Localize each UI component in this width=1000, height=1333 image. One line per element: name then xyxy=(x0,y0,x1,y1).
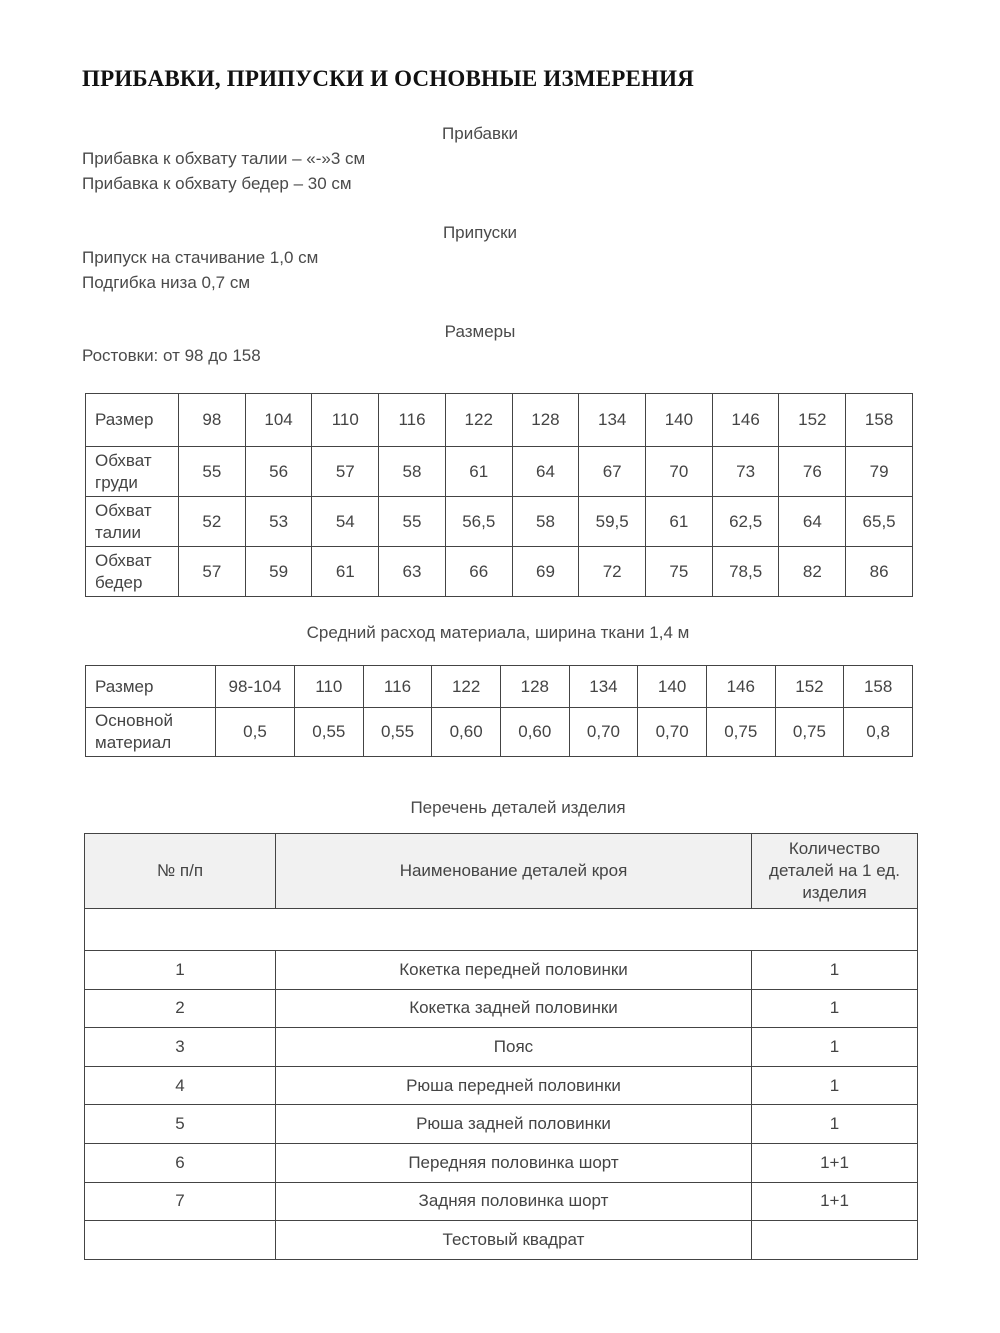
measurement-value: 86 xyxy=(846,547,913,597)
part-name: Рюша задней половинки xyxy=(276,1105,752,1144)
measurement-value: 56,5 xyxy=(445,497,512,547)
part-name: Рюша передней половинки xyxy=(276,1066,752,1105)
measurement-value: 52 xyxy=(179,497,246,547)
measurement-value: 69 xyxy=(512,547,579,597)
size-column-header: 122 xyxy=(432,666,501,708)
measurement-value: 72 xyxy=(579,547,646,597)
consumption-heading: Средний расход материала, ширина ткани 1,4 м xyxy=(306,623,690,642)
measurement-value: 55 xyxy=(179,447,246,497)
size-column-header: 116 xyxy=(379,394,446,447)
quantity-header-line-2: деталей на 1 ед. xyxy=(769,861,900,880)
material-consumption-table xyxy=(85,665,913,757)
size-measurements-table xyxy=(85,393,913,597)
measurement-label-line-2: бедер xyxy=(95,572,143,592)
consumption-value: 0,75 xyxy=(706,708,775,757)
table-row xyxy=(85,1028,918,1067)
measurement-value: 64 xyxy=(779,497,846,547)
measurement-value: 61 xyxy=(312,547,379,597)
page-title: ПРИБАВКИ, ПРИПУСКИ И ОСНОВНЫЕ ИЗМЕРЕНИЯ xyxy=(82,66,695,91)
size-column-header: 152 xyxy=(775,666,844,708)
size-column-header: 104 xyxy=(245,394,312,447)
measurement-value: 58 xyxy=(379,447,446,497)
part-name: Задняя половинка шорт xyxy=(276,1182,752,1221)
table-header-row xyxy=(85,834,918,909)
size-column-header: 158 xyxy=(844,666,913,708)
hem-allowance-line: Подгибка низа 0,7 см xyxy=(82,273,251,292)
size-column-header: 140 xyxy=(646,394,713,447)
consumption-value: 0,75 xyxy=(775,708,844,757)
measurement-value: 64 xyxy=(512,447,579,497)
measurement-value: 61 xyxy=(445,447,512,497)
part-quantity: 1 xyxy=(752,1066,918,1105)
size-column-header: 128 xyxy=(512,394,579,447)
parts-list-table xyxy=(84,833,918,1260)
quantity-header-line-3: изделия xyxy=(802,883,867,902)
measurement-label xyxy=(86,447,179,497)
size-column-header: 134 xyxy=(579,394,646,447)
consumption-value: 0,60 xyxy=(432,708,501,757)
heights-line: Ростовки: от 98 до 158 xyxy=(82,346,261,365)
measurement-value: 82 xyxy=(779,547,846,597)
measurement-label xyxy=(86,547,179,597)
measurement-label-line-2: груди xyxy=(95,472,138,492)
measurement-value: 79 xyxy=(846,447,913,497)
material-label-line-1: Основной xyxy=(95,711,173,730)
material-label xyxy=(86,708,216,757)
part-quantity: 1+1 xyxy=(752,1182,918,1221)
sizes-heading: Размеры xyxy=(444,322,516,341)
part-quantity xyxy=(752,1221,918,1260)
material-label-line-2: материал xyxy=(95,733,172,752)
part-quantity: 1+1 xyxy=(752,1143,918,1182)
size-header-label: Размер xyxy=(86,394,179,447)
size-column-header: 146 xyxy=(706,666,775,708)
size-column-header: 98-104 xyxy=(216,666,295,708)
part-name: Пояс xyxy=(276,1028,752,1067)
size-column-header: 116 xyxy=(363,666,432,708)
size-column-header: 158 xyxy=(846,394,913,447)
part-number: 6 xyxy=(85,1143,276,1182)
number-header: № п/п xyxy=(85,834,276,909)
seam-allowances-heading: Припуски xyxy=(442,223,518,242)
part-number: 3 xyxy=(85,1028,276,1067)
part-quantity: 1 xyxy=(752,1028,918,1067)
size-column-header: 128 xyxy=(500,666,569,708)
quantity-header xyxy=(752,834,918,909)
measurement-value: 73 xyxy=(712,447,779,497)
table-row xyxy=(86,547,913,597)
seam-allowance-line: Припуск на стачивание 1,0 см xyxy=(82,248,319,267)
part-name: Тестовый квадрат xyxy=(276,1221,752,1260)
part-name: Передняя половинка шорт xyxy=(276,1143,752,1182)
table-row xyxy=(86,447,913,497)
measurement-label-line-1: Обхват xyxy=(95,450,152,470)
table-header-row xyxy=(86,394,913,447)
measurement-value: 63 xyxy=(379,547,446,597)
table-row xyxy=(85,1105,918,1144)
size-column-header: 110 xyxy=(295,666,364,708)
empty-row xyxy=(85,909,918,951)
size-column-header: 98 xyxy=(179,394,246,447)
table-row xyxy=(86,497,913,547)
table-row xyxy=(85,1182,918,1221)
table-row xyxy=(85,989,918,1028)
measurement-value: 58 xyxy=(512,497,579,547)
part-number: 7 xyxy=(85,1182,276,1221)
allowance-hips-line: Прибавка к обхвату бедер – 30 см xyxy=(82,174,352,193)
measurement-value: 67 xyxy=(579,447,646,497)
measurement-value: 65,5 xyxy=(846,497,913,547)
consumption-value: 0,5 xyxy=(216,708,295,757)
empty-cell xyxy=(85,909,918,951)
quantity-header-line-1: Количество xyxy=(788,839,881,858)
measurement-value: 62,5 xyxy=(712,497,779,547)
measurement-value: 57 xyxy=(312,447,379,497)
table-row xyxy=(85,1066,918,1105)
part-number: 5 xyxy=(85,1105,276,1144)
consumption-value: 0,70 xyxy=(638,708,707,757)
measurement-value: 76 xyxy=(779,447,846,497)
part-quantity: 1 xyxy=(752,989,918,1028)
measurement-label-line-1: Обхват xyxy=(95,500,152,520)
measurement-value: 66 xyxy=(445,547,512,597)
measurement-value: 53 xyxy=(245,497,312,547)
size-column-header: 122 xyxy=(445,394,512,447)
part-name-header: Наименование деталей кроя xyxy=(276,834,752,909)
size-column-header: 152 xyxy=(779,394,846,447)
measurement-value: 59 xyxy=(245,547,312,597)
measurement-value: 61 xyxy=(646,497,713,547)
measurement-value: 57 xyxy=(179,547,246,597)
allowance-waist-line: Прибавка к обхвату талии – «-»3 см xyxy=(82,149,366,168)
consumption-value: 0,60 xyxy=(500,708,569,757)
measurement-label-line-2: талии xyxy=(95,522,141,542)
measurement-value: 78,5 xyxy=(712,547,779,597)
size-column-header: 140 xyxy=(638,666,707,708)
table-row xyxy=(85,951,918,990)
part-number: 4 xyxy=(85,1066,276,1105)
allowances-heading: Прибавки xyxy=(442,124,518,143)
measurement-label-line-1: Обхват xyxy=(95,550,152,570)
table-header-row xyxy=(86,666,913,708)
size-column-header: 146 xyxy=(712,394,779,447)
measurement-value: 55 xyxy=(379,497,446,547)
consumption-value: 0,8 xyxy=(844,708,913,757)
part-number xyxy=(85,1221,276,1260)
table-row xyxy=(86,708,913,757)
size-column-header: 110 xyxy=(312,394,379,447)
part-number: 2 xyxy=(85,989,276,1028)
consumption-value: 0,70 xyxy=(569,708,638,757)
measurement-value: 75 xyxy=(646,547,713,597)
part-name: Кокетка передней половинки xyxy=(276,951,752,990)
measurement-label xyxy=(86,497,179,547)
measurement-value: 54 xyxy=(312,497,379,547)
measurement-value: 56 xyxy=(245,447,312,497)
measurement-value: 70 xyxy=(646,447,713,497)
size-column-header: 134 xyxy=(569,666,638,708)
part-quantity: 1 xyxy=(752,951,918,990)
consumption-value: 0,55 xyxy=(363,708,432,757)
part-quantity: 1 xyxy=(752,1105,918,1144)
parts-heading: Перечень деталей изделия xyxy=(410,798,626,817)
measurement-value: 59,5 xyxy=(579,497,646,547)
consumption-value: 0,55 xyxy=(295,708,364,757)
part-number: 1 xyxy=(85,951,276,990)
size-header-label: Размер xyxy=(86,666,216,708)
table-row xyxy=(85,1221,918,1260)
table-row xyxy=(85,1143,918,1182)
part-name: Кокетка задней половинки xyxy=(276,989,752,1028)
